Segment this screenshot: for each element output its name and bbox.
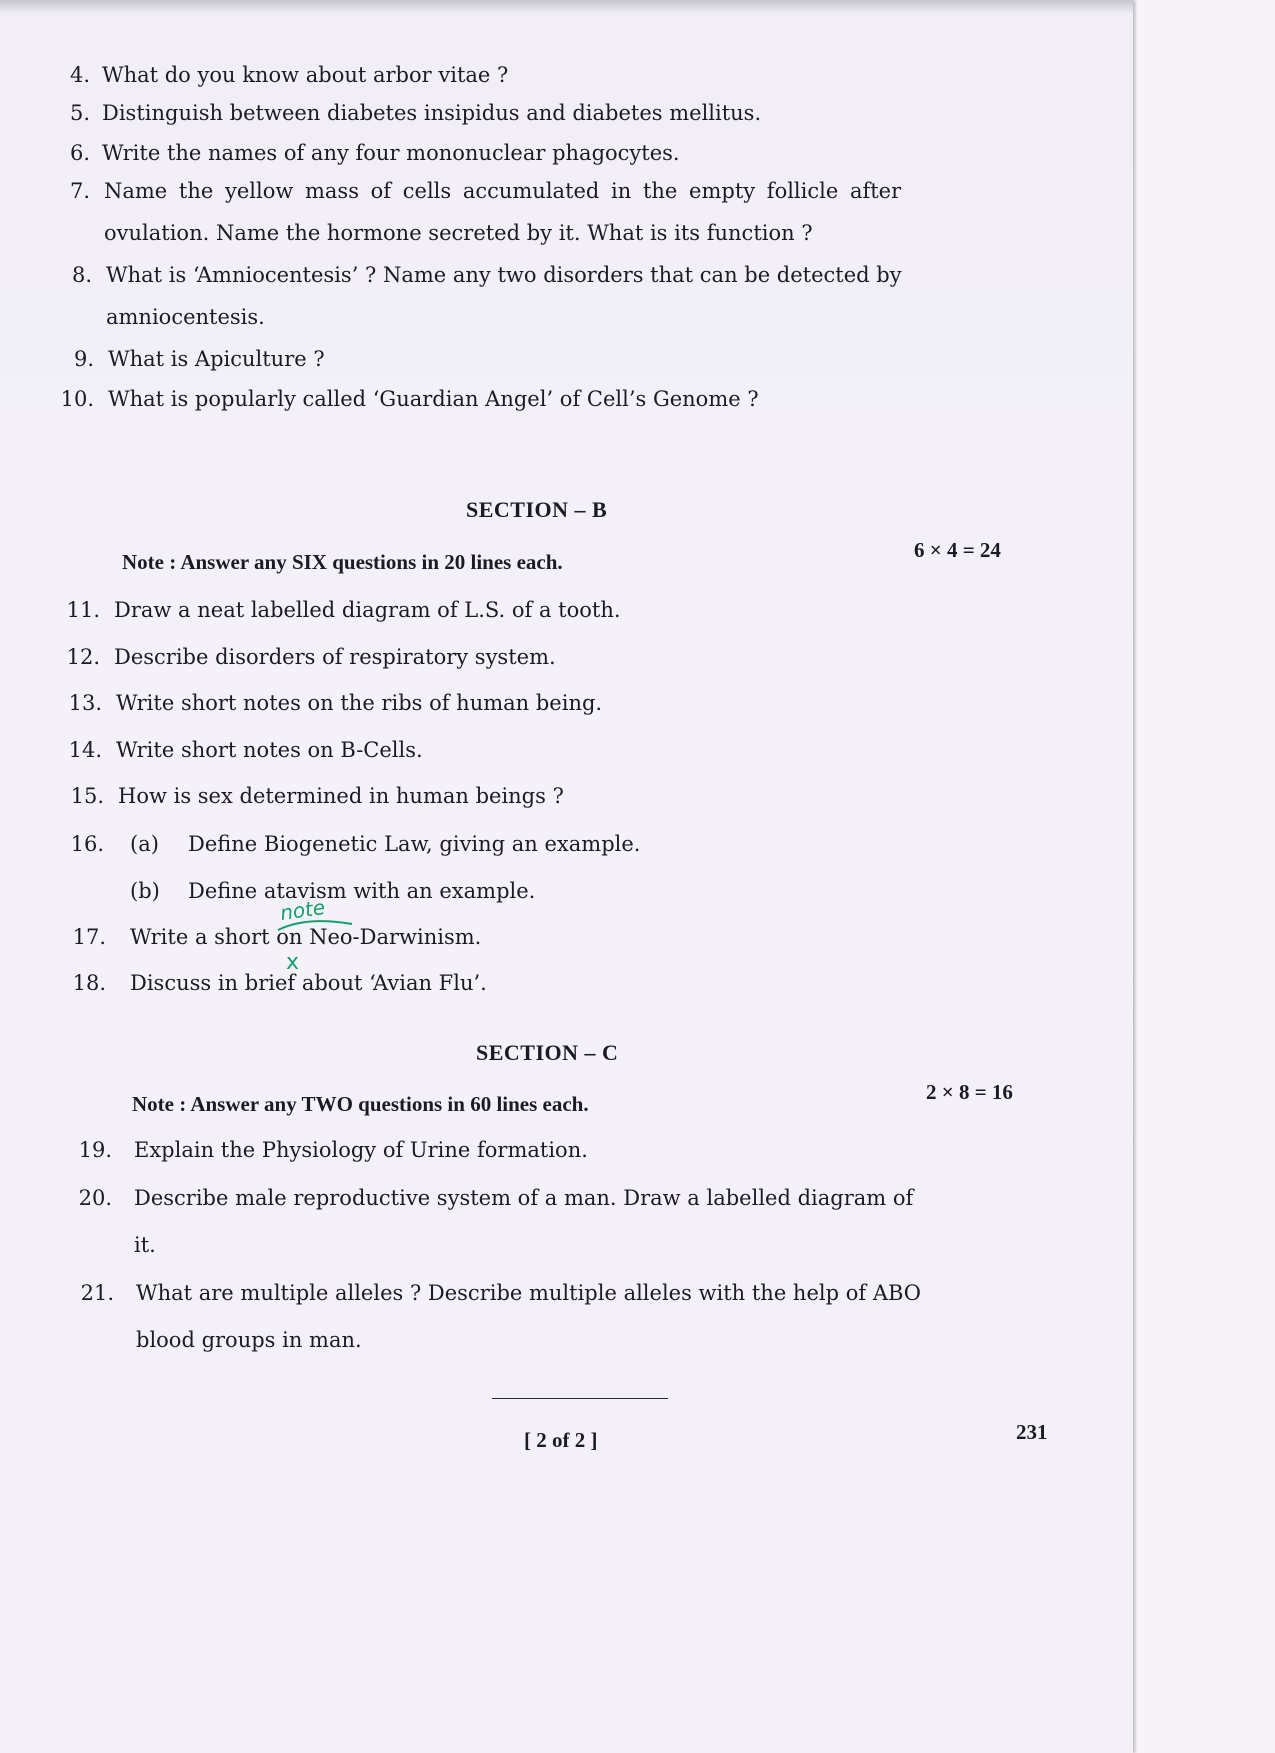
- exam-page: 4. What do you know about arbor vitae ? 5. Distinguish between diabetes insipidus and diabetes mellitus. 6. Write the names of any four mononuclear phagocytes. 7. Name the yellow mass of cells accumulated in the empty follicle after ovulation. Name the hormone secreted by it. What is its function ? 8. What is ‘Amniocentesis’ ? Name any two disorders that can be detected by amniocentesis. 9. What is Apiculture ? 10. What is popularly called ‘Guardian Angel’ of Cell’s Genome ? SECTION – B Note : Answer any SIX questions in 20 lines each. 6 × 4 = 24 11. Draw a neat labelled diagram of L.S. of a tooth. 12. Describe disorders of respiratory system. 13. Write short notes on the ribs of human being. 14. Write short notes on B-Cells. 15. How is sex determined in human beings ? 16. (a) Define Biogenetic Law, giving an example. (b) Define atavism with an example. 17. Write a short on Neo-Darwinism. 18. Discuss in brief about ‘Avian Flu’. note x SECTION – C Note : Answer any TWO questions in 60 lines each. 2 × 8 = 16 19. Explain the Physiology of Urine formation. 20. Describe male reproductive system of a man. Draw a labelled diagram of it. 21. What are multiple alleles ? Describe multiple alleles with the help of ABO blood groups in man. [ 2 of 2 ] 231: [0, 0, 1133, 1753]
- section-b-title: SECTION – B: [466, 497, 608, 522]
- section-c-marks: 2 × 8 = 16: [926, 1080, 1013, 1104]
- section-b-note: Note : Answer any SIX questions in 20 lines each.: [122, 550, 563, 574]
- scan-shadow: [0, 0, 1133, 14]
- handwritten-insert-note: note: [278, 894, 327, 926]
- handwritten-caret-mark: [276, 914, 356, 934]
- section-b-marks: 6 × 4 = 24: [914, 538, 1001, 562]
- paper-code: 231: [1016, 1420, 1048, 1444]
- section-c-title: SECTION – C: [476, 1040, 619, 1065]
- page-number: [ 2 of 2 ]: [524, 1428, 598, 1452]
- section-c-note: Note : Answer any TWO questions in 60 lines each.: [132, 1092, 589, 1116]
- handwritten-cross-mark: x: [286, 950, 300, 975]
- end-rule: [492, 1398, 668, 1399]
